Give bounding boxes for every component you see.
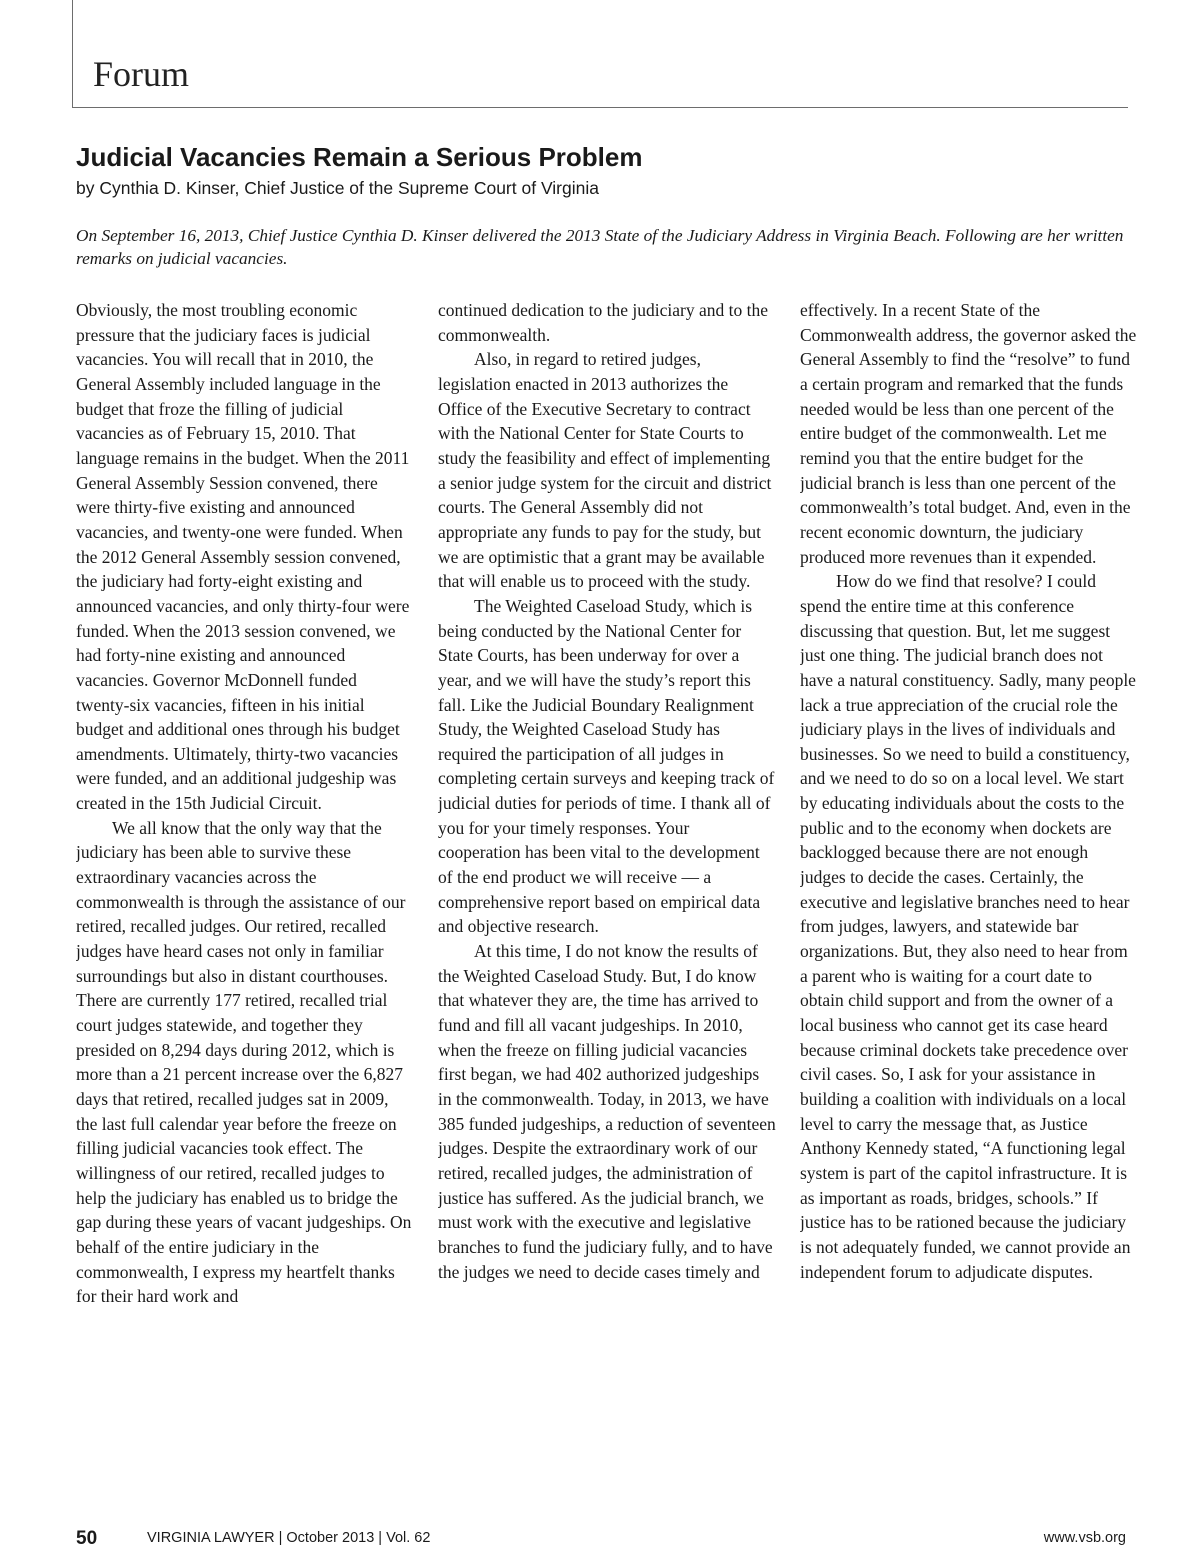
article-byline: by Cynthia D. Kinser, Chief Justice of the Supreme Court of Virginia bbox=[76, 178, 599, 198]
paragraph: Also, in regard to retired judges, legislation enacted in 2013 authorizes the Office of the Executive Secretary to contract with the National Center for State Courts to study the feasibility and effect of implementing a senior judge system for the circuit and district courts. The General Assembly did not appropriate any funds to pay for the study, but we are optimistic that a grant may be available that will enable us to proceed with the study. bbox=[438, 349, 772, 592]
paragraph: continued dedication to the judiciary and to the commonwealth. bbox=[438, 300, 768, 345]
paragraph: The Weighted Caseload Study, which is being conducted by the National Center for State Courts, has been underway for over a year, and we will have the study’s report this fall. Like the Judicial Boundary Realignment Study, the Weighted Caseload Study has required the participation of all judges in completing certain surveys and keeping track of judicial duties for periods of time. I thank all of you for your timely responses. Your cooperation has been vital to the development of the end product we will receive — a comprehensive report based on empirical data and objective research. bbox=[438, 595, 775, 937]
paragraph: We all know that the only way that the judiciary has been able to survive these extraordinary vacancies across the commonwealth is through the assistance of our retired, recalled judges. Our retired, recalled judges have heard cases not only in familiar surroundings but also in distant courthouses. There are currently 177 retired, recalled trial court judges statewide, and together they presided on 8,294 days during 2012, which is more than a 21 percent increase over the 6,827 days that retired, recalled judges sat in 2009, the last full calendar year before the freeze on filling judicial vacancies took effect. The willingness of our retired, recalled judges to help the judiciary has enabled us to bridge the gap during these years of vacant judgeships. On behalf of the entire judiciary in the commonwealth, I express my heartfelt thanks for their hard work and bbox=[76, 817, 412, 1307]
section-label: Forum bbox=[93, 54, 190, 94]
paragraph: Obviously, the most troubling economic pressure that the judiciary faces is judicial vacancies. You will recall that in 2010, the General Assembly included language in the budget that froze the filling of judicial vacancies as of February 15, 2010. That language remains in the budget. When the 2011 General Assembly Session convened, there were thirty-five existing and announced vacancies, and twenty-one were funded. When the 2012 General Assembly session convened, the judiciary had forty-eight existing and announced vacancies, and only thirty-four were funded. When the 2013 session convened, we had forty-nine existing and announced vacancies. Governor McDonnell funded twenty-six vacancies, fifteen in his initial budget and additional ones through his budget amendments. Ultimately, thirty-two vacancies were funded, and an additional judgeship was created in the 15th Judicial Circuit. bbox=[76, 300, 410, 814]
text-column-1 bbox=[76, 298, 414, 1488]
paragraph: effectively. In a recent State of the Commonwealth address, the governor asked the General Assembly to find the “resolve” to fund a certain program and remarked that the funds needed would be less than one percent of the entire budget of the commonwealth. Let me remind you that the entire budget for the judicial branch is less than one percent of the commonwealth’s total budget. And, even in the recent economic downturn, the judiciary produced more revenues than it expended. bbox=[800, 300, 1137, 567]
text-column-2 bbox=[438, 298, 776, 1488]
publication-info: VIRGINIA LAWYER | October 2013 | Vol. 62 bbox=[147, 1530, 431, 1546]
paragraph: At this time, I do not know the results of the Weighted Caseload Study. But, I do know that whatever they are, the time has arrived to fund and fill all vacant judgeships. In 2010, when the freeze on filling judicial vacancies first began, we had 402 authorized judgeships in the commonwealth. Today, in 2013, we have 385 funded judgeships, a reduction of seventeen judges. Despite the extraordinary work of our retired, recalled judges, the administration of justice has suffered. As the judicial branch, we must work with the executive and legislative branches to fund the judiciary fully, and to have the judges we need to decide cases timely and bbox=[438, 941, 776, 1282]
text-column-3 bbox=[800, 298, 1138, 1488]
page-number: 50 bbox=[76, 1528, 98, 1549]
website-link[interactable]: www.vsb.org bbox=[1043, 1530, 1126, 1546]
section-header bbox=[72, 0, 1128, 108]
paragraph: How do we find that resolve? I could spend the entire time at this conference discussing that question. But, let me suggest just one thing. The judicial branch does not have a natural constituency. Sadly, many people lack a true appreciation of the crucial role the judiciary plays in the lives of individuals and businesses. So we need to build a constituency, and we need to do so on a local level. We start by educating individuals about the costs to the public and to the economy when dockets are backlogged because there are not enough judges to decide the cases. Certainly, the executive and legislative branches need to hear from judges, lawyers, and statewide bar organizations. But, they also need to hear from a parent who is waiting for a court date to obtain child support and from the owner of a local business who cannot get its case heard because criminal dockets take precedence over civil cases. So, I ask for your assistance in building a coalition with individuals on a local level to carry the message that, as Justice Anthony Kennedy stated, “A functioning legal system is part of the capitol infrastructure. It is as important as roads, bridges, schools.” If justice has to be rationed because the judiciary is not adequately funded, we cannot provide an independent forum to adjudicate disputes. bbox=[800, 571, 1136, 1282]
article-intro: On September 16, 2013, Chief Justice Cynthia D. Kinser delivered the 2013 State of the Judiciary Address in Virginia Beach. Following are her written remarks on judicial vacancies. bbox=[76, 226, 1124, 268]
article-title: Judicial Vacancies Remain a Serious Problem bbox=[76, 142, 643, 172]
